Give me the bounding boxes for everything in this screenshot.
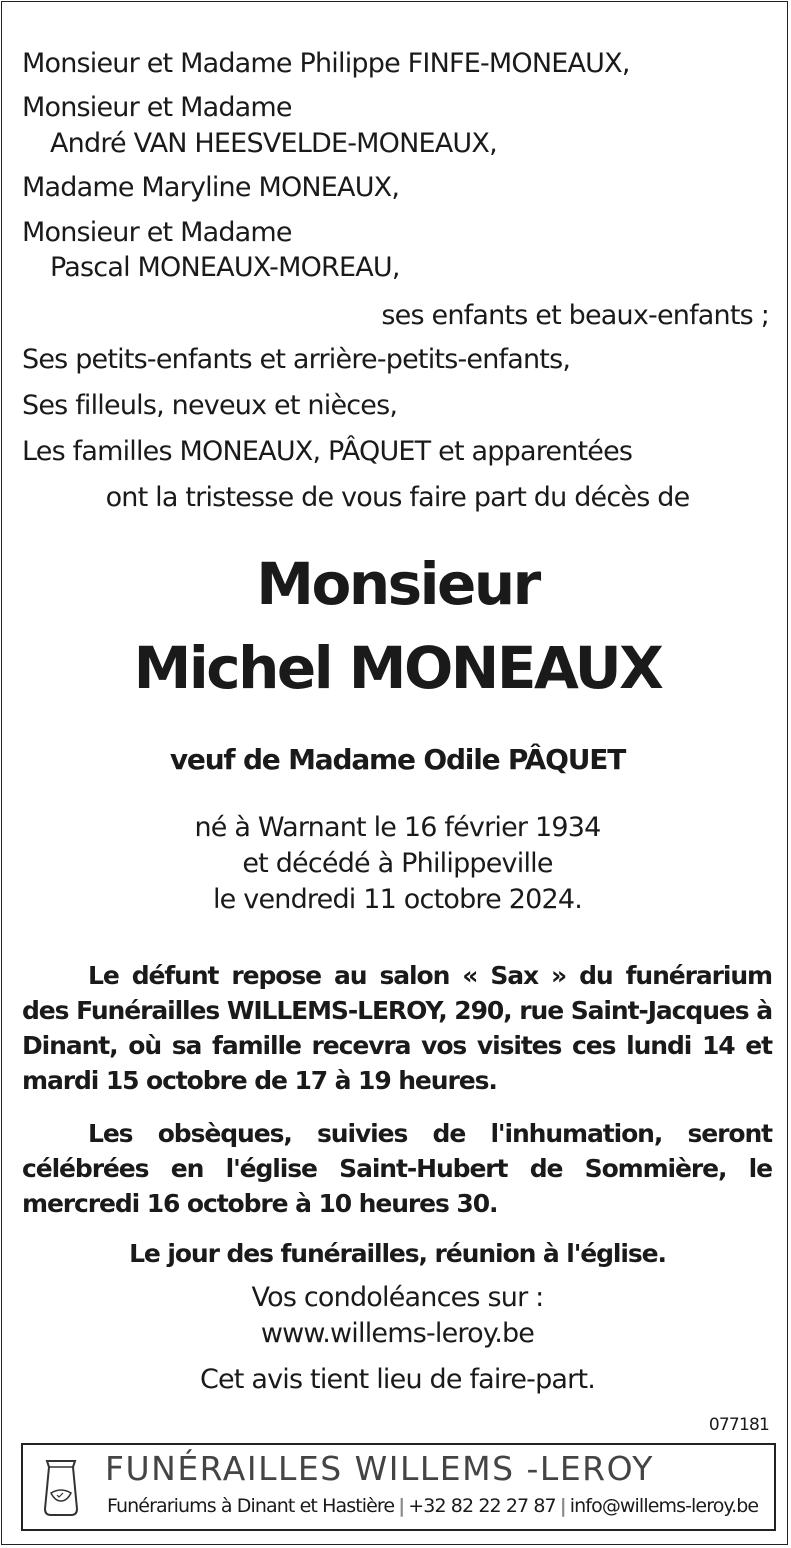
notice-line: Cet avis tient lieu de faire-part. xyxy=(199,1364,596,1395)
obituary-notice xyxy=(1,1,788,1545)
meeting-line: Le jour des funérailles, réunion à l'église. xyxy=(129,1239,666,1268)
deceased-title: Monsieur xyxy=(256,550,539,618)
reference-number: 077181 xyxy=(708,1415,769,1435)
families-line: Les familles MONEAUX, PÂQUET et apparentées xyxy=(22,436,633,467)
family-line-2: Monsieur et Madame xyxy=(22,92,292,123)
birth-line: né à Warnant le 16 février 1934 xyxy=(194,812,601,843)
brand-name: FUNÉRAILLES WILLEMS -LEROY xyxy=(105,1449,654,1488)
announcement-line: ont la tristesse de vous faire part du décès de xyxy=(105,482,690,513)
spouse-line: veuf de Madame Odile PÂQUET xyxy=(169,743,626,776)
godchildren-line: Ses filleuls, neveux et nièces, xyxy=(22,390,398,421)
condolences-label: Vos condoléances sur : xyxy=(251,1282,544,1313)
death-place-line: et décédé à Philippeville xyxy=(242,848,553,879)
website-link[interactable]: www.willems-leroy.be xyxy=(260,1318,535,1349)
separator-1: | xyxy=(398,1495,405,1517)
grandchildren-line: Ses petits-enfants et arrière-petits-enfants, xyxy=(22,344,571,375)
death-date-line: le vendredi 11 octobre 2024. xyxy=(212,884,583,915)
phone-number[interactable]: +32 82 22 27 87 xyxy=(408,1495,556,1517)
funeral-paragraph: Les obsèques, suivies de l'inhumation, seront célébrées en l'église Saint-Hubert de Sommière, le mercredi 16 octobre à 10 heures 30. xyxy=(22,1119,772,1218)
visitation-paragraph: Le défunt repose au salon « Sax » du funérarium des Funérailles WILLEMS-LEROY, 290, rue Saint-Jacques à Dinant, où sa famille recevra vos visites ces lundi 14 et mardi 15 octobre de 17 à 19 heures. xyxy=(22,961,772,1095)
contact-line xyxy=(107,1493,758,1519)
family-line-3: André VAN HEESVELDE-MONEAUX, xyxy=(50,128,497,159)
funeral-home-banner xyxy=(21,1443,776,1531)
family-line-5: Monsieur et Madame xyxy=(22,217,292,248)
family-line-1: Monsieur et Madame Philippe FINFE-MONEAUX, xyxy=(22,48,630,79)
separator-2: | xyxy=(559,1495,566,1517)
urn-icon xyxy=(37,1457,85,1519)
family-line-4: Madame Maryline MONEAUX, xyxy=(22,172,400,203)
locations-text: Funérariums à Dinant et Hastière xyxy=(107,1495,395,1517)
children-label: ses enfants et beaux-enfants ; xyxy=(381,300,769,331)
email-link[interactable]: info@willems-leroy.be xyxy=(569,1495,759,1517)
deceased-name: Michel MONEAUX xyxy=(133,634,662,702)
family-line-6: Pascal MONEAUX-MOREAU, xyxy=(50,252,400,283)
